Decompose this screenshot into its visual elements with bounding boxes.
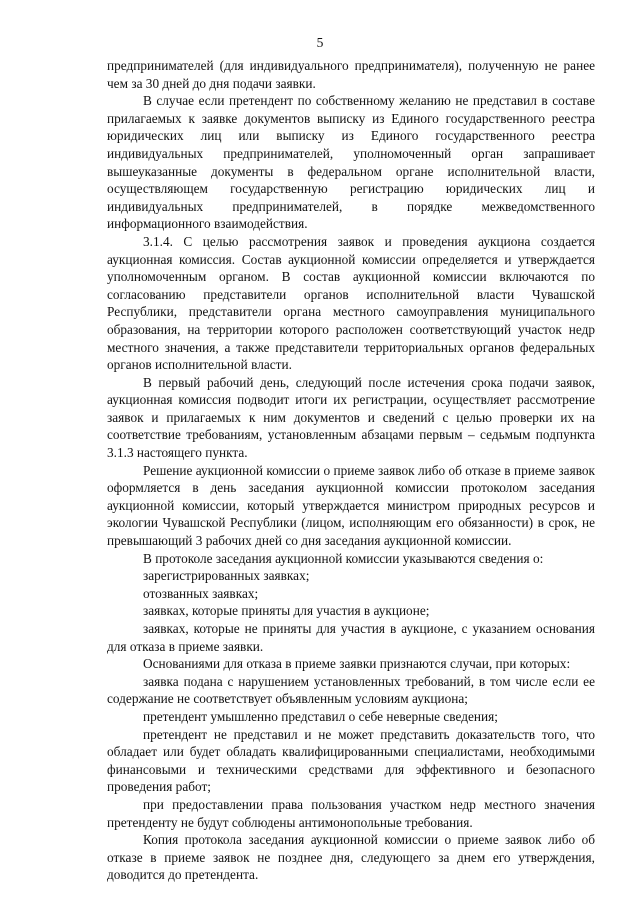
- paragraph: 3.1.4. С целью рассмотрения заявок и проведения аукциона создается аукционная комиссия. Состав аукционной комиссии определяется и утверждается уполномоченным органом. В состав аукционной комиссии включаются по согласованию представители органов исполнительной власти Чувашской Республики, представители органа местного самоуправления муниципального образования, на территории которого расположен соответствующий участок недр местного значения, а также представители территориальных органов федеральных органов исполнительной власти.: [107, 233, 595, 373]
- paragraph: предпринимателей (для индивидуального предпринимателя), полученную не ранее чем за 30 дней до дня подачи заявки.: [107, 58, 595, 91]
- paragraph: В случае если претендент по собственному желанию не представил в составе прилагаемых к заявке документов выписку из Единого государственного реестра юридических лиц или выписку из Единого государственного реестра индивидуальных предпринимателей, уполномоченный орган запрашивает вышеуказанные документы в федеральном органе исполнительной власти, осуществляющем государственную регистрацию юридических лиц и индивидуальных предпринимателей, в порядке межведомственного информационного взаимодействия.: [107, 93, 595, 232]
- list-item: зарегистрированных заявках;: [143, 568, 310, 584]
- paragraph: Копия протокола заседания аукционной комиссии о приеме заявок либо об отказе в приеме заявок не позднее дня, следующего за днем его утверждения, доводится до претендента.: [107, 832, 595, 883]
- list-item: при предоставлении права пользования участком недр местного значения претенденту не будут соблюдены антимонопольные требования.: [107, 796, 595, 830]
- paragraph: В первый рабочий день, следующий после истечения срока подачи заявок, аукционная комиссия подводит итоги их регистрации, осуществляет рассмотрение заявок и прилагаемых к ним документов и сведений с целью проверки их на соответствие требованиям, установленным абзацами первым – седьмым подпункта 3.1.3 настоящего пункта.: [107, 374, 595, 461]
- paragraph: Основаниями для отказа в приеме заявки признаются случаи, при которых:: [143, 656, 571, 672]
- list-item: заявках, которые приняты для участия в аукционе;: [143, 603, 430, 619]
- list-item: заявках, которые не приняты для участия в аукционе, с указанием основания для отказа в приеме заявки.: [107, 621, 595, 654]
- list-item: заявка подана с нарушением установленных требований, в том числе если ее содержание не соответствует объявленным условиям аукциона;: [107, 673, 595, 707]
- document-body: [107, 57, 595, 884]
- list-item: претендент не представил и не может представить доказательств того, что обладает или будет обладать квалифицированными специалистами, необходимыми финансовыми и техническими средствами для эффективного и безопасного проведения работ;: [107, 726, 595, 795]
- paragraph: Решение аукционной комиссии о приеме заявок либо об отказе в приеме заявок оформляется в день заседания аукционной комиссии протоколом заседания аукционной комиссии, который утверждается министром природных ресурсов и экологии Чувашской Республики (лицом, исполняющим его обязанности) в срок, не превышающий 3 рабочих дней со дня заседания аукционной комиссии.: [107, 462, 595, 549]
- list-item: отозванных заявках;: [143, 585, 259, 601]
- page-number: 5: [316, 35, 324, 50]
- paragraph: В протоколе заседания аукционной комиссии указываются сведения о:: [143, 550, 544, 566]
- list-item: претендент умышленно представил о себе неверные сведения;: [143, 708, 498, 724]
